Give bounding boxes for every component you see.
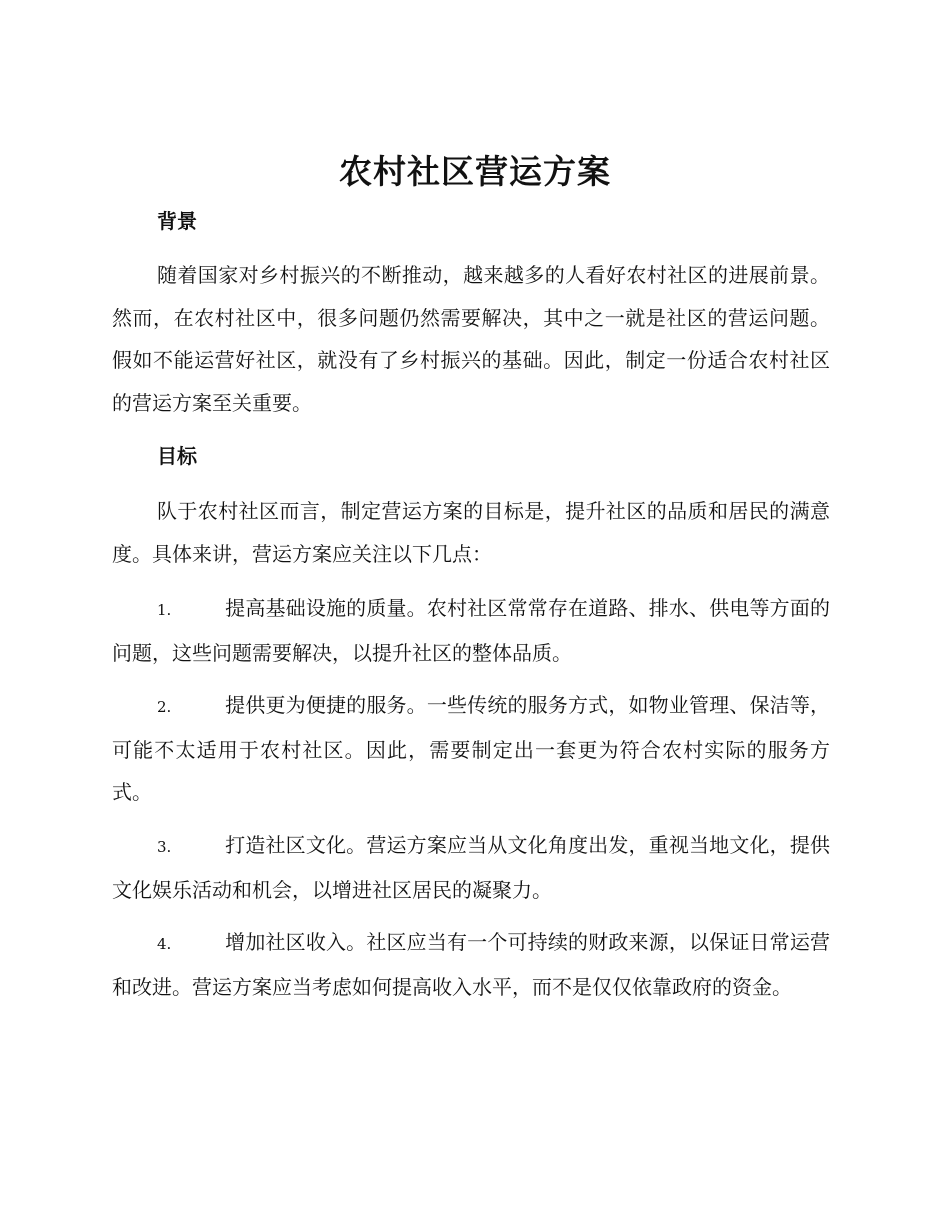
document-title: 农村社区营运方案	[339, 152, 611, 191]
list-item	[112, 684, 830, 814]
list-item-number: 3.	[157, 838, 172, 856]
list-item	[112, 824, 830, 911]
background-paragraph: 随着国家对乡村振兴的不断推动，越来越多的人看好农村社区的进展前景。然而，在农村社区中，很多问题仍然需要解决，其中之一就是社区的营运问题。假如不能运营好社区，就没有了乡村振兴的基础。因此，制定一份适合农村社区的营运方案至关重要。	[112, 263, 830, 415]
section-heading-goals: 目标	[157, 444, 197, 468]
list-item-number: 1.	[157, 601, 172, 619]
list-item-number: 4.	[157, 935, 172, 953]
list-item-number: 2.	[157, 698, 172, 716]
section-heading-background: 背景	[157, 209, 197, 233]
list-item-text: 提高基础设施的质量。农村社区常常存在道路、排水、供电等方面的问题，这些问题需要解决，以提升社区的整体品质。	[112, 596, 830, 665]
list-item-text: 提供更为便捷的服务。一些传统的服务方式，如物业管理、保洁等，可能不太适用于农村社区。因此，需要制定出一套更为符合农村实际的服务方式。	[112, 693, 830, 804]
list-item	[112, 587, 830, 674]
list-item-text: 增加社区收入。社区应当有一个可持续的财政来源，以保证日常运营和改进。营运方案应当考虑如何提高收入水平，而不是仅仅依靠政府的资金。	[112, 930, 830, 999]
list-item-text: 打造社区文化。营运方案应当从文化角度出发，重视当地文化，提供文化娱乐活动和机会，以增进社区居民的凝聚力。	[112, 833, 830, 902]
list-item	[112, 921, 830, 1008]
goals-intro-paragraph: 队于农村社区而言，制定营运方案的目标是，提升社区的品质和居民的满意度。具体来讲，营运方案应关注以下几点：	[112, 499, 830, 566]
